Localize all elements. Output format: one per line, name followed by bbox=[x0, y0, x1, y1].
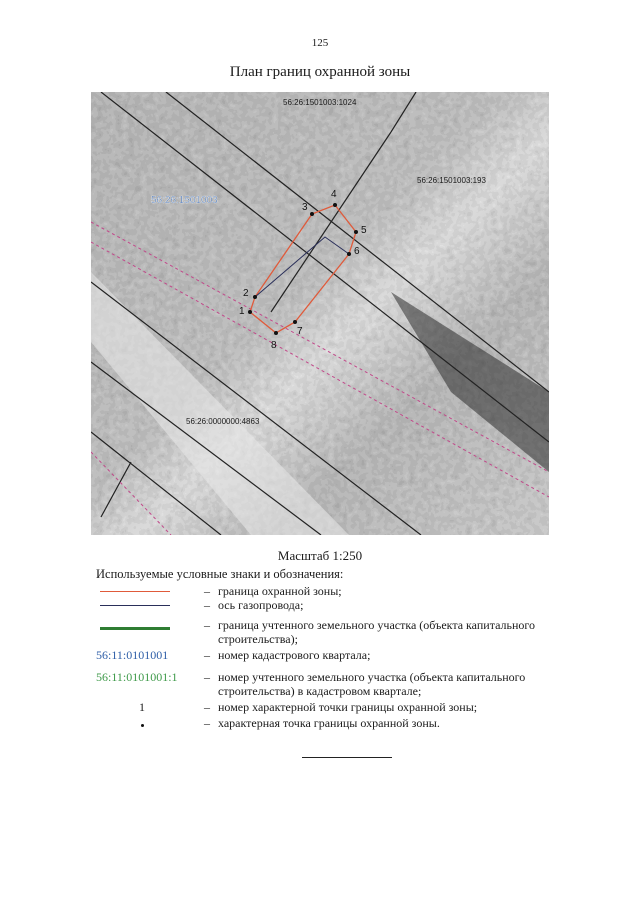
parcel-label-right: 56:26:1501003:193 bbox=[417, 176, 486, 185]
point-label-6: 6 bbox=[354, 246, 360, 257]
map-scale: Масштаб 1:250 bbox=[277, 548, 363, 563]
parcel-label-top: 56:26:1501003:1024 bbox=[283, 98, 357, 107]
legend-item-zone-boundary: – граница охранной зоны; bbox=[96, 584, 566, 598]
point-label-8: 8 bbox=[271, 340, 277, 351]
parcel-label-bottom: 56:26:0000000:4863 bbox=[186, 417, 260, 426]
pipeline-axis-symbol bbox=[96, 598, 196, 612]
point-label-1: 1 bbox=[239, 306, 245, 317]
boundary-point-5 bbox=[354, 230, 358, 234]
point-label-5: 5 bbox=[361, 225, 367, 236]
legend-item-land-boundary: – граница учтенного земельного участка (объекта капитального строительства); bbox=[96, 618, 566, 646]
map-canvas bbox=[91, 92, 549, 535]
point-label-4: 4 bbox=[331, 189, 337, 200]
legend-item-point-marker: – характерная точка границы охранной зоны. bbox=[96, 716, 566, 730]
point-marker-symbol bbox=[96, 716, 188, 730]
boundary-point-7 bbox=[293, 320, 297, 324]
quarter-number-sample: 56:11:0101001 bbox=[96, 648, 169, 662]
boundary-point-6 bbox=[347, 252, 351, 256]
boundary-point-1 bbox=[248, 310, 252, 314]
zone-boundary-symbol bbox=[96, 584, 196, 598]
map bbox=[91, 92, 549, 535]
legend-item-pipeline-axis: – ось газопровода; bbox=[96, 598, 566, 612]
quarter-label: 56:26:1501003 bbox=[151, 195, 218, 206]
aerial-image-texture bbox=[91, 92, 549, 535]
boundary-point-2 bbox=[253, 295, 257, 299]
boundary-point-8 bbox=[274, 331, 278, 335]
legend-item-quarter-number: 56:11:0101001 – номер кадастрового квартала; bbox=[96, 648, 371, 662]
legend-item-parcel-number: 56:11:0101001:1 – номер учтенного земельного участка (объекта капитального строительства) в кадастровом квартале; bbox=[96, 670, 526, 698]
boundary-point-3 bbox=[310, 212, 314, 216]
legend-title: Используемые условные знаки и обозначения: bbox=[96, 567, 344, 581]
page-title: План границ охранной зоны bbox=[229, 64, 411, 80]
footer-rule bbox=[302, 757, 392, 758]
page-number: 125 bbox=[311, 37, 329, 49]
legend-item-point-number: 1 – номер характерной точки границы охранной зоны; bbox=[96, 700, 566, 714]
parcel-number-sample: 56:11:0101001:1 bbox=[96, 670, 178, 684]
point-label-3: 3 bbox=[302, 202, 308, 213]
point-number-sample: 1 bbox=[139, 700, 145, 714]
point-label-2: 2 bbox=[243, 288, 249, 299]
boundary-point-4 bbox=[333, 203, 337, 207]
point-label-7: 7 bbox=[297, 326, 303, 337]
land-boundary-symbol bbox=[96, 618, 196, 632]
